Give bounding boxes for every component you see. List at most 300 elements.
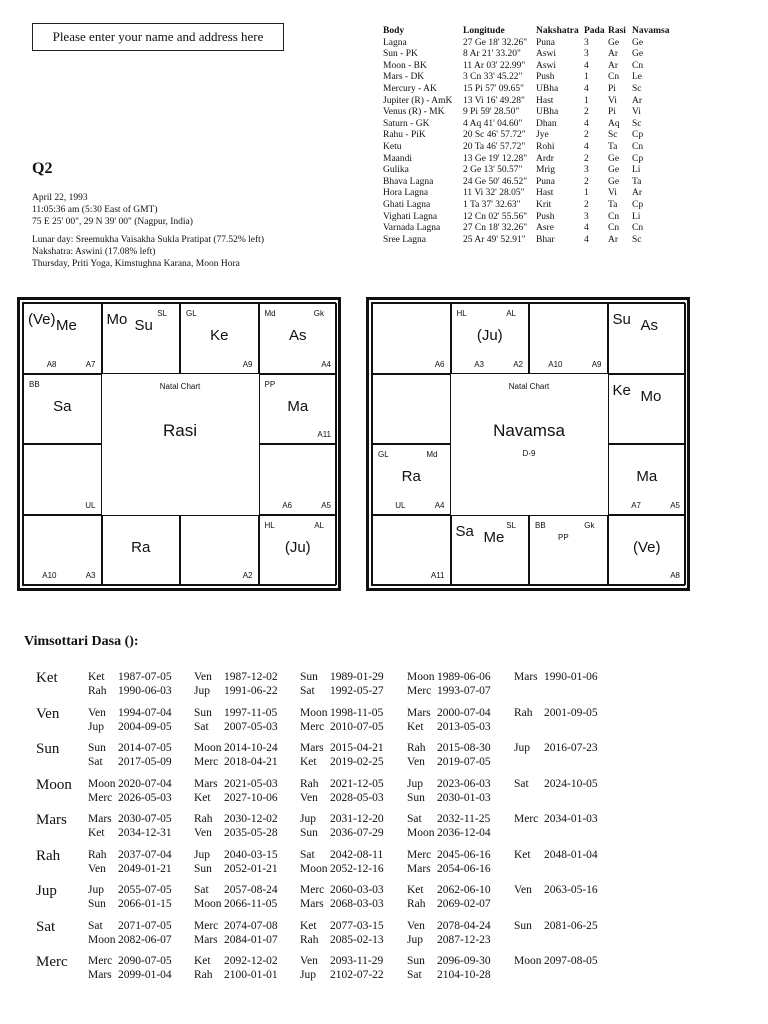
cell-body: Venus (R) - MK xyxy=(383,107,445,118)
antardasa-entry xyxy=(407,934,513,946)
planet-row xyxy=(383,130,680,142)
cell-body: Maandi xyxy=(383,153,413,164)
cell-navamsa: Cp xyxy=(632,130,644,141)
cell-body: Vighati Lagna xyxy=(383,211,438,222)
rasi-chart-house xyxy=(259,303,338,374)
antardasa-planet: Ket xyxy=(407,720,424,733)
antardasa-entry xyxy=(514,707,620,719)
antardasa-entry xyxy=(194,827,300,839)
cell-pada: 3 xyxy=(584,49,589,60)
marker-label: Gk xyxy=(313,309,324,318)
cell-pada: 3 xyxy=(584,37,589,48)
cell-longitude: 2 Ge 13' 50.57" xyxy=(463,165,523,176)
antardasa-date: 2037-07-04 xyxy=(118,848,172,861)
antardasa-entry xyxy=(194,969,300,981)
antardasa-entry xyxy=(407,671,513,683)
antardasa-date: 2010-07-05 xyxy=(330,720,384,733)
antardasa-date: 2020-07-04 xyxy=(118,777,172,790)
antardasa-planet: Ket xyxy=(88,827,105,839)
antardasa-date: 2084-01-07 xyxy=(224,933,278,946)
antardasa-date: 2015-04-21 xyxy=(330,742,384,754)
cell-navamsa: Sc xyxy=(632,83,642,94)
rasi-chart-grid xyxy=(22,302,336,586)
antardasa-date: 2062-06-10 xyxy=(437,884,491,896)
antardasa-date: 2000-07-04 xyxy=(437,706,491,719)
antardasa-date: 2015-08-30 xyxy=(437,742,491,754)
planet-row xyxy=(383,142,680,154)
antardasa-entry xyxy=(407,898,513,910)
arudha-label: A11 xyxy=(430,571,445,580)
cell-nakshatra: Push xyxy=(536,72,555,83)
dasa-title: Vimsottari Dasa (): xyxy=(24,634,139,649)
antardasa-entry xyxy=(194,884,300,896)
antardasa-date: 2019-07-05 xyxy=(437,756,491,768)
antardasa-date: 2019-02-25 xyxy=(330,756,384,768)
navamsa-chart-house xyxy=(529,303,608,374)
dasa-lord: Sun xyxy=(36,741,60,757)
antardasa-planet: Ket xyxy=(88,671,105,683)
arudha-label: A4 xyxy=(321,359,331,369)
planet-label: Ke xyxy=(210,327,229,344)
antardasa-entry xyxy=(88,685,194,697)
cell-rasi: Sc xyxy=(608,130,618,141)
antardasa-date: 2016-07-23 xyxy=(544,742,598,754)
cell-body: Varnada Lagna xyxy=(383,223,441,234)
cell-longitude: 13 Vi 16' 49.28" xyxy=(463,95,525,106)
planet-row xyxy=(383,223,680,235)
antardasa-date: 2007-05-03 xyxy=(224,720,278,733)
antardasa-date: 2024-10-05 xyxy=(544,777,598,790)
antardasa-entry xyxy=(88,863,194,875)
cell-pada: 1 xyxy=(584,95,589,106)
cell-pada: 3 xyxy=(584,211,589,222)
antardasa-date: 2035-05-28 xyxy=(224,827,278,839)
antardasa-date: 1990-06-03 xyxy=(118,685,172,697)
rasi-chart-house xyxy=(180,303,259,374)
cell-longitude: 13 Ge 19' 12.28" xyxy=(463,153,528,164)
planet-row xyxy=(383,107,680,119)
antardasa-date: 1990-01-06 xyxy=(544,671,598,683)
cell-nakshatra: Ardr xyxy=(536,153,554,164)
planet-label: Ma xyxy=(287,397,309,415)
antardasa-date: 2014-07-05 xyxy=(118,742,172,754)
name-address-box[interactable]: Please enter your name and address here xyxy=(32,23,284,51)
antardasa-planet: Sun xyxy=(407,955,425,967)
antardasa-planet: Mars xyxy=(300,898,324,910)
antardasa-planet: Sat xyxy=(300,848,315,861)
antardasa-date: 2100-01-01 xyxy=(224,969,278,981)
cell-navamsa: Vi xyxy=(632,107,641,118)
antardasa-planet: Mars xyxy=(88,969,112,981)
planet-row xyxy=(383,154,680,166)
antardasa-planet: Ket xyxy=(194,955,211,967)
cell-rasi: Cn xyxy=(608,223,620,234)
cell-longitude: 15 Pi 57' 09.65" xyxy=(463,83,525,94)
chart-center xyxy=(102,374,259,515)
header-nakshatra: Nakshatra xyxy=(536,26,579,36)
navamsa-chart-house xyxy=(372,444,451,515)
antardasa-date: 2052-01-21 xyxy=(224,862,278,875)
cell-nakshatra: Aswi xyxy=(536,60,557,71)
rasi-chart-house xyxy=(259,444,338,515)
cell-nakshatra: Dhan xyxy=(536,118,557,129)
antardasa-entry xyxy=(407,707,513,719)
planet-label: Mo xyxy=(106,311,128,328)
antardasa-date: 2034-01-03 xyxy=(544,813,598,825)
antardasa-planet: Rah xyxy=(88,685,107,697)
planet-label: Sa xyxy=(455,522,474,540)
cell-rasi: Ge xyxy=(608,37,620,48)
antardasa-date: 2063-05-16 xyxy=(544,884,598,896)
antardasa-entry xyxy=(300,721,406,733)
antardasa-date: 2068-03-03 xyxy=(330,898,384,910)
antardasa-date: 2099-01-04 xyxy=(118,969,172,981)
cell-longitude: 12 Cn 02' 55.56" xyxy=(463,211,528,222)
antardasa-date: 2040-03-15 xyxy=(224,848,278,861)
antardasa-date: 2014-10-24 xyxy=(224,742,278,754)
arudha-label: A5 xyxy=(670,500,680,510)
cell-pada: 4 xyxy=(584,118,589,129)
cell-nakshatra: Push xyxy=(536,211,555,222)
antardasa-date: 1998-11-05 xyxy=(330,706,384,719)
arudha-label: A3 xyxy=(474,359,484,369)
antardasa-entry xyxy=(514,778,620,790)
planet-label: Ra xyxy=(401,468,421,485)
marker-label: Gk xyxy=(584,520,595,530)
antardasa-date: 1989-01-29 xyxy=(330,671,384,683)
planet-row xyxy=(383,96,680,108)
cell-body: Sun - PK xyxy=(383,49,418,60)
antardasa-date: 2066-01-15 xyxy=(118,898,172,910)
antardasa-entry xyxy=(300,955,406,967)
antardasa-planet: Rah xyxy=(407,742,426,754)
arudha-label: A6 xyxy=(434,359,445,369)
antardasa-planet: Ven xyxy=(407,756,425,768)
antardasa-planet: Rah xyxy=(88,848,107,861)
cell-longitude: 3 Cn 33' 45.22" xyxy=(463,72,523,83)
antardasa-date: 2071-07-05 xyxy=(118,919,172,932)
cell-body: Mars - DK xyxy=(383,72,425,83)
antardasa-entry xyxy=(88,920,194,932)
antardasa-entry xyxy=(407,792,513,804)
dasa-lord: Merc xyxy=(36,954,68,970)
cell-rasi: Ge xyxy=(608,165,620,176)
navamsa-chart-house xyxy=(372,515,451,586)
antardasa-planet: Mars xyxy=(407,862,431,875)
cell-rasi: Ar xyxy=(608,234,619,245)
navamsa-chart-house xyxy=(451,303,530,374)
antardasa-planet: Merc xyxy=(300,720,325,733)
antardasa-date: 2055-07-05 xyxy=(118,884,172,896)
cell-body: Mercury - AK xyxy=(383,83,437,94)
antardasa-date: 2092-12-02 xyxy=(224,955,278,967)
antardasa-entry xyxy=(300,969,406,981)
antardasa-planet: Sat xyxy=(300,685,315,697)
antardasa-planet: Merc xyxy=(300,884,325,896)
marker-label: PP xyxy=(558,532,569,542)
dasa-lord: Rah xyxy=(36,847,61,864)
antardasa-planet: Rah xyxy=(514,706,533,719)
antardasa-date: 2102-07-22 xyxy=(330,969,384,981)
rasi-chart-house xyxy=(259,374,338,445)
planet-label: Mo xyxy=(640,387,662,405)
cell-pada: 2 xyxy=(584,199,589,210)
antardasa-date: 2017-05-09 xyxy=(118,756,172,768)
cell-navamsa: Ar xyxy=(632,188,643,199)
antardasa-date: 2042-08-11 xyxy=(330,848,384,861)
antardasa-planet: Sun xyxy=(88,742,106,754)
navamsa-chart-house xyxy=(608,374,687,445)
planet-label: Ke xyxy=(612,381,631,399)
rasi-chart-house xyxy=(23,303,102,374)
cell-nakshatra: Bhar xyxy=(536,234,555,245)
antardasa-entry xyxy=(88,955,194,967)
antardasa-date: 1991-06-22 xyxy=(224,685,278,697)
cell-longitude: 20 Sc 46' 57.72" xyxy=(463,130,526,141)
planet-row xyxy=(383,212,680,224)
header-pada: Pada xyxy=(584,26,605,36)
antardasa-entry xyxy=(300,778,406,790)
antardasa-planet: Ket xyxy=(194,791,211,804)
antardasa-planet: Mars xyxy=(88,813,112,825)
antardasa-planet: Sun xyxy=(514,919,532,932)
cell-body: Jupiter (R) - AmK xyxy=(383,95,453,106)
dasa-lord: Mars xyxy=(36,812,67,828)
antardasa-planet: Sun xyxy=(88,898,106,910)
antardasa-date: 2036-12-04 xyxy=(437,827,491,839)
cell-rasi: Pi xyxy=(608,83,616,94)
antardasa-date: 2013-05-03 xyxy=(437,720,491,733)
antardasa-entry xyxy=(300,756,406,768)
antardasa-entry xyxy=(514,884,620,896)
antardasa-entry xyxy=(194,778,300,790)
antardasa-entry xyxy=(300,671,406,683)
rasi-chart-house xyxy=(102,515,181,586)
antardasa-date: 2085-02-13 xyxy=(330,933,384,946)
cell-body: Bhava Lagna xyxy=(383,176,434,187)
dasa-lord: Moon xyxy=(36,776,72,793)
marker-label: PP xyxy=(264,379,276,389)
dasa-period-ket xyxy=(36,670,736,704)
antardasa-date: 2021-12-05 xyxy=(330,777,384,790)
marker-label: GL xyxy=(186,309,197,318)
cell-nakshatra: Aswi xyxy=(536,49,557,60)
antardasa-planet: Jup xyxy=(88,720,104,733)
antardasa-entry xyxy=(194,671,300,683)
dasa-lord: Jup xyxy=(36,883,57,899)
antardasa-date: 2066-11-05 xyxy=(224,898,278,910)
antardasa-planet: Jup xyxy=(88,884,104,896)
antardasa-entry xyxy=(300,884,406,896)
cell-pada: 1 xyxy=(584,188,589,199)
antardasa-entry xyxy=(407,955,513,967)
antardasa-planet: Jup xyxy=(407,933,423,946)
navamsa-chart-house xyxy=(608,444,687,515)
arudha-label: UL xyxy=(85,500,96,510)
cell-pada: 3 xyxy=(584,165,589,176)
planet-label: Su xyxy=(134,317,153,334)
planet-label: Ra xyxy=(131,538,151,556)
antardasa-entry xyxy=(407,813,513,825)
antardasa-entry xyxy=(407,685,513,697)
cell-nakshatra: Hast xyxy=(536,95,554,106)
chart-subtitle: D-9 xyxy=(522,448,536,458)
antardasa-entry xyxy=(407,849,513,861)
dasa-period-moon xyxy=(36,777,736,811)
cell-rasi: Ta xyxy=(608,141,618,152)
chart-center xyxy=(451,374,608,515)
antardasa-entry xyxy=(88,884,194,896)
antardasa-date: 2021-05-03 xyxy=(224,777,278,790)
antardasa-planet: Moon xyxy=(300,862,328,875)
marker-label: Md xyxy=(426,450,438,459)
antardasa-entry xyxy=(88,934,194,946)
rasi-chart-house xyxy=(180,515,259,586)
antardasa-entry xyxy=(407,721,513,733)
antardasa-date: 2023-06-03 xyxy=(437,777,491,790)
antardasa-planet: Moon xyxy=(407,827,435,839)
cell-pada: 4 xyxy=(584,141,589,152)
antardasa-date: 1993-07-07 xyxy=(437,685,491,697)
antardasa-entry xyxy=(194,756,300,768)
cell-longitude: 25 Ar 49' 52.91" xyxy=(463,234,526,245)
cell-nakshatra: Krit xyxy=(536,199,552,210)
antardasa-planet: Sun xyxy=(194,706,212,719)
antardasa-date: 2032-11-25 xyxy=(437,813,491,825)
antardasa-planet: Ven xyxy=(514,884,532,896)
antardasa-entry xyxy=(88,707,194,719)
antardasa-entry xyxy=(194,813,300,825)
planet-row xyxy=(383,177,680,189)
antardasa-planet: Ven xyxy=(300,955,318,967)
cell-longitude: 11 Vi 32' 28.05" xyxy=(463,188,525,199)
antardasa-date: 2087-12-23 xyxy=(437,933,491,946)
antardasa-planet: Merc xyxy=(194,919,219,932)
arudha-label: A11 xyxy=(317,430,331,439)
antardasa-entry xyxy=(194,742,300,754)
antardasa-planet: Moon xyxy=(300,706,328,719)
arudha-label: A4 xyxy=(434,500,445,510)
planet-table-header xyxy=(383,26,680,38)
antardasa-entry xyxy=(514,849,620,861)
cell-navamsa: Sc xyxy=(632,234,642,245)
antardasa-entry xyxy=(407,756,513,768)
arudha-label: A2 xyxy=(242,571,253,580)
cell-pada: 2 xyxy=(584,153,589,164)
arudha-label: A8 xyxy=(46,359,57,369)
antardasa-planet: Sat xyxy=(514,777,529,790)
cell-longitude: 4 Aq 41' 04.60" xyxy=(463,118,523,129)
antardasa-entry xyxy=(194,685,300,697)
cell-navamsa: Sc xyxy=(632,118,642,129)
antardasa-planet: Rah xyxy=(194,813,213,825)
cell-body: Ghati Lagna xyxy=(383,199,431,210)
dasa-period-merc xyxy=(36,954,736,988)
cell-nakshatra: UBha xyxy=(536,83,559,94)
arudha-label: A5 xyxy=(321,500,331,510)
day-yoga-info: Thursday, Priti Yoga, Kimstughna Karana, Moon Hora xyxy=(32,259,240,269)
antardasa-date: 2093-11-29 xyxy=(330,955,384,967)
dasa-period-sun xyxy=(36,741,736,775)
dasa-period-ven xyxy=(36,706,736,740)
cell-navamsa: Cp xyxy=(632,153,644,164)
cell-rasi: Ge xyxy=(608,153,620,164)
navamsa-chart xyxy=(366,297,690,591)
cell-pada: 2 xyxy=(584,176,589,187)
dasa-period-mars xyxy=(36,812,736,846)
birth-date: April 22, 1993 xyxy=(32,193,88,203)
antardasa-planet: Merc xyxy=(514,813,539,825)
chart-center-caption: Natal Chart xyxy=(159,381,201,391)
antardasa-entry xyxy=(407,969,513,981)
cell-longitude: 27 Ge 18' 32.26" xyxy=(463,37,528,48)
antardasa-entry xyxy=(194,721,300,733)
planet-row xyxy=(383,38,680,50)
rasi-chart-house xyxy=(23,444,102,515)
cell-nakshatra: Puna xyxy=(536,37,555,48)
cell-body: Ketu xyxy=(383,141,402,152)
antardasa-entry xyxy=(514,955,620,967)
planet-label: (Ve) xyxy=(632,538,661,556)
cell-rasi: Ta xyxy=(608,199,618,210)
antardasa-planet: Merc xyxy=(88,955,113,967)
antardasa-planet: Jup xyxy=(194,685,210,697)
antardasa-planet: Merc xyxy=(194,756,219,768)
planet-label: As xyxy=(288,327,307,344)
cell-navamsa: Li xyxy=(632,211,641,222)
birth-place: 75 E 25' 00", 29 N 39' 00" (Nagpur, India) xyxy=(32,217,193,227)
dasa-lord: Ket xyxy=(36,670,58,686)
cell-navamsa: Cn xyxy=(632,141,644,152)
antardasa-date: 2026-05-03 xyxy=(118,791,172,804)
antardasa-planet: Ven xyxy=(194,827,212,839)
arudha-label: A10 xyxy=(42,571,57,580)
planet-label: (Ve) xyxy=(28,311,56,328)
cell-nakshatra: Puna xyxy=(536,176,555,187)
navamsa-chart-house xyxy=(372,303,451,374)
antardasa-entry xyxy=(300,685,406,697)
antardasa-planet: Mars xyxy=(194,777,218,790)
antardasa-date: 2097-08-05 xyxy=(544,955,598,967)
antardasa-entry xyxy=(194,920,300,932)
dasa-period-sat xyxy=(36,919,736,953)
antardasa-entry xyxy=(407,742,513,754)
antardasa-entry xyxy=(514,813,620,825)
antardasa-planet: Rah xyxy=(300,933,319,946)
antardasa-planet: Moon xyxy=(194,898,222,910)
antardasa-entry xyxy=(407,920,513,932)
cell-rasi: Ar xyxy=(608,60,619,71)
cell-longitude: 9 Pi 59' 28.50" xyxy=(463,107,520,118)
navamsa-chart-house xyxy=(451,515,530,586)
arudha-label: A9 xyxy=(591,359,602,369)
planet-row xyxy=(383,165,680,177)
chart-title: Rasi xyxy=(162,420,197,440)
cell-longitude: 24 Ge 50' 46.52" xyxy=(463,176,528,187)
planet-label: Ma xyxy=(636,468,658,485)
marker-label: HL xyxy=(456,309,467,318)
antardasa-entry xyxy=(300,813,406,825)
antardasa-planet: Moon xyxy=(407,671,435,683)
cell-navamsa: Cn xyxy=(632,60,644,71)
antardasa-date: 2027-10-06 xyxy=(224,791,278,804)
antardasa-planet: Sat xyxy=(88,919,103,932)
antardasa-entry xyxy=(300,898,406,910)
antardasa-planet: Ket xyxy=(300,919,317,932)
antardasa-planet: Mars xyxy=(514,671,538,683)
antardasa-planet: Ven xyxy=(407,919,425,932)
antardasa-planet: Sun xyxy=(300,671,318,683)
